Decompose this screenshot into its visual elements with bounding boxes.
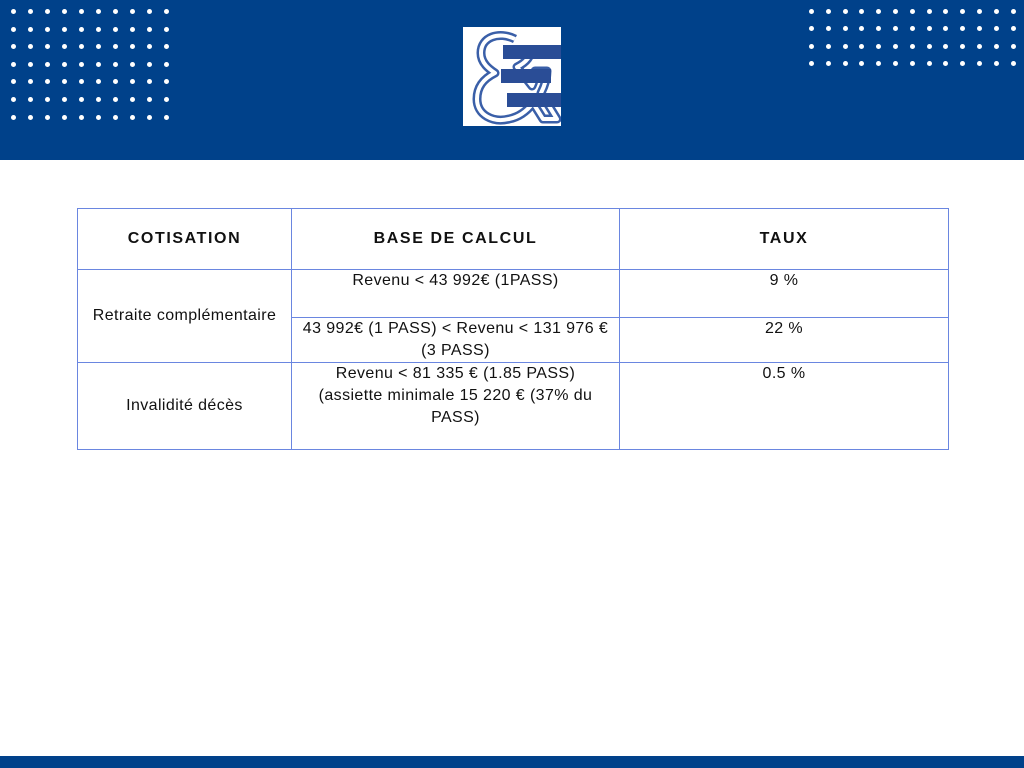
contribution-rates-table [77, 208, 949, 450]
decorative-dot [943, 44, 948, 49]
decorative-dot [45, 62, 50, 67]
decorative-dot [826, 61, 831, 66]
decorative-dot [843, 61, 848, 66]
decorative-dot [977, 44, 982, 49]
decorative-dot [927, 61, 932, 66]
decorative-dot [1011, 44, 1016, 49]
decorative-dot [809, 26, 814, 31]
decorative-dot [977, 26, 982, 31]
decorative-dot [130, 44, 135, 49]
decorative-dot [927, 9, 932, 14]
decorative-dot [994, 61, 999, 66]
decorative-dot [113, 27, 118, 32]
decorative-dot [809, 44, 814, 49]
decorative-dot [147, 44, 152, 49]
decorative-dot [859, 26, 864, 31]
header-cotisation: COTISATION [78, 209, 292, 270]
decorative-dot [62, 27, 67, 32]
decorative-dot [147, 79, 152, 84]
decorative-dot [113, 79, 118, 84]
decorative-dot [927, 26, 932, 31]
decorative-dot [28, 115, 33, 120]
decorative-dot [893, 61, 898, 66]
cell-base: Revenu < 43 992€ (1PASS) [292, 270, 620, 318]
decorative-dot [826, 26, 831, 31]
decorative-dot [96, 62, 101, 67]
decorative-dot [859, 61, 864, 66]
decorative-dot [96, 115, 101, 120]
decorative-dot [96, 27, 101, 32]
decorative-dot [826, 9, 831, 14]
decorative-dot [96, 9, 101, 14]
decorative-dot [164, 115, 169, 120]
decorative-dot [910, 44, 915, 49]
decorative-dot [977, 61, 982, 66]
decorative-dot [62, 115, 67, 120]
dot-pattern-right [809, 9, 1016, 66]
decorative-dot [28, 62, 33, 67]
decorative-dot [79, 97, 84, 102]
decorative-dot [79, 27, 84, 32]
decorative-dot [130, 97, 135, 102]
decorative-dot [977, 9, 982, 14]
decorative-dot [1011, 61, 1016, 66]
table-row [78, 363, 949, 450]
decorative-dot [79, 79, 84, 84]
decorative-dot [910, 9, 915, 14]
decorative-dot [79, 9, 84, 14]
decorative-dot [11, 27, 16, 32]
decorative-dot [994, 9, 999, 14]
decorative-dot [943, 26, 948, 31]
decorative-dot [927, 44, 932, 49]
decorative-dot [113, 44, 118, 49]
decorative-dot [843, 26, 848, 31]
decorative-dot [45, 44, 50, 49]
decorative-dot [147, 115, 152, 120]
decorative-dot [1011, 26, 1016, 31]
decorative-dot [960, 61, 965, 66]
decorative-dot [876, 44, 881, 49]
decorative-dot [130, 9, 135, 14]
decorative-dot [28, 97, 33, 102]
table-header-row [78, 209, 949, 270]
header-taux: TAUX [620, 209, 949, 270]
header-base-de-calcul: BASE DE CALCUL [292, 209, 620, 270]
decorative-dot [910, 61, 915, 66]
decorative-dot [96, 44, 101, 49]
decorative-dot [876, 26, 881, 31]
decorative-dot [809, 9, 814, 14]
footer-band [0, 756, 1024, 768]
decorative-dot [113, 62, 118, 67]
decorative-dot [28, 9, 33, 14]
cell-base: Revenu < 81 335 € (1.85 PASS) (assiette minimale 15 220 € (37% du PASS) [292, 363, 620, 450]
decorative-dot [843, 44, 848, 49]
decorative-dot [994, 44, 999, 49]
table-row [78, 270, 949, 318]
decorative-dot [843, 9, 848, 14]
decorative-dot [11, 115, 16, 120]
decorative-dot [910, 26, 915, 31]
decorative-dot [130, 79, 135, 84]
cell-cotisation: Invalidité décès [78, 363, 292, 450]
decorative-dot [994, 26, 999, 31]
decorative-dot [147, 27, 152, 32]
decorative-dot [893, 9, 898, 14]
ampersand-e-logo-icon [463, 27, 561, 126]
decorative-dot [960, 26, 965, 31]
cell-taux: 0.5 % [620, 363, 949, 450]
decorative-dot [164, 27, 169, 32]
decorative-dot [113, 9, 118, 14]
decorative-dot [943, 61, 948, 66]
cell-taux: 22 % [620, 318, 949, 363]
decorative-dot [859, 44, 864, 49]
decorative-dot [79, 115, 84, 120]
decorative-dot [28, 27, 33, 32]
decorative-dot [943, 9, 948, 14]
cell-base: 43 992€ (1 PASS) < Revenu < 131 976 € (3 PASS) [292, 318, 620, 363]
decorative-dot [96, 79, 101, 84]
decorative-dot [164, 97, 169, 102]
decorative-dot [11, 79, 16, 84]
decorative-dot [147, 62, 152, 67]
decorative-dot [147, 9, 152, 14]
decorative-dot [62, 44, 67, 49]
dot-pattern-left [11, 9, 169, 120]
decorative-dot [62, 97, 67, 102]
decorative-dot [1011, 9, 1016, 14]
decorative-dot [809, 61, 814, 66]
decorative-dot [164, 62, 169, 67]
decorative-dot [62, 62, 67, 67]
decorative-dot [859, 9, 864, 14]
cell-cotisation: Retraite complémentaire [78, 270, 292, 363]
decorative-dot [62, 9, 67, 14]
decorative-dot [96, 97, 101, 102]
decorative-dot [45, 27, 50, 32]
decorative-dot [11, 97, 16, 102]
decorative-dot [826, 44, 831, 49]
decorative-dot [130, 115, 135, 120]
decorative-dot [79, 44, 84, 49]
decorative-dot [130, 62, 135, 67]
decorative-dot [130, 27, 135, 32]
decorative-dot [45, 79, 50, 84]
decorative-dot [11, 9, 16, 14]
decorative-dot [113, 115, 118, 120]
decorative-dot [45, 9, 50, 14]
decorative-dot [960, 9, 965, 14]
decorative-dot [45, 115, 50, 120]
decorative-dot [876, 9, 881, 14]
decorative-dot [876, 61, 881, 66]
decorative-dot [11, 44, 16, 49]
decorative-dot [79, 62, 84, 67]
decorative-dot [164, 79, 169, 84]
decorative-dot [28, 44, 33, 49]
decorative-dot [893, 26, 898, 31]
decorative-dot [164, 9, 169, 14]
decorative-dot [11, 62, 16, 67]
decorative-dot [893, 44, 898, 49]
decorative-dot [62, 79, 67, 84]
decorative-dot [960, 44, 965, 49]
decorative-dot [147, 97, 152, 102]
cell-taux: 9 % [620, 270, 949, 318]
decorative-dot [28, 79, 33, 84]
header-band [0, 0, 1024, 160]
decorative-dot [164, 44, 169, 49]
decorative-dot [113, 97, 118, 102]
decorative-dot [45, 97, 50, 102]
